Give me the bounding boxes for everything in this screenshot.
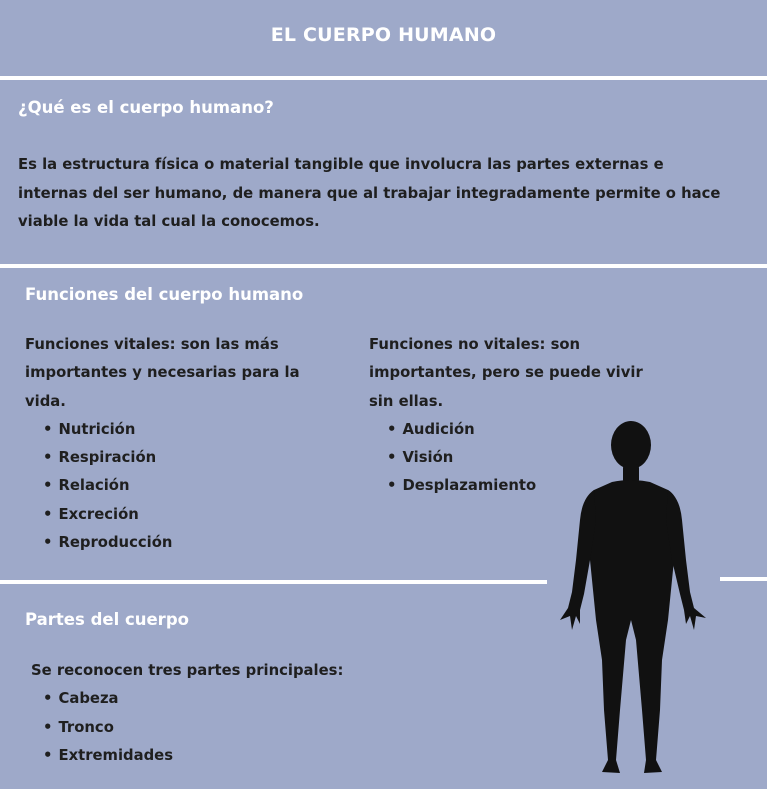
vital-functions-list <box>25 416 325 557</box>
list-item: • Nutrición <box>43 416 325 444</box>
list-item: • Excreción <box>43 501 325 529</box>
section-parts-heading: Partes del cuerpo <box>25 610 189 629</box>
list-item: • Visión <box>387 444 689 472</box>
text-line: viable la vida tal cual la conocemos. <box>18 213 320 230</box>
list-item: • Desplazamiento <box>387 472 689 500</box>
divider-bottom-left <box>0 580 547 584</box>
parts-column <box>31 657 371 770</box>
page-title: EL CUERPO HUMANO <box>270 24 497 46</box>
list-item: • Reproducción <box>43 529 325 557</box>
vital-line: vida. <box>25 392 66 410</box>
vital-line: importantes y necesarias para la <box>25 364 300 382</box>
list-item: • Tronco <box>43 714 371 742</box>
non-vital-line: Funciones no vitales: son <box>369 336 581 353</box>
vital-line: Funciones vitales: son las más <box>25 336 279 353</box>
list-item: • Respiración <box>43 444 325 472</box>
list-item: • Audición <box>387 416 689 444</box>
text-line: Es la estructura física o material tangible que involucra las partes externas e <box>18 156 664 173</box>
divider-bottom-right <box>720 577 767 581</box>
parts-list <box>31 685 371 770</box>
section-functions-heading: Funciones del cuerpo humano <box>25 285 304 304</box>
parts-intro: Se reconocen tres partes principales: <box>31 662 344 679</box>
section-what-text <box>18 151 720 237</box>
non-vital-line: importantes, pero se puede vivir <box>369 364 643 382</box>
divider-middle <box>0 264 767 268</box>
divider-top <box>0 76 767 80</box>
vital-functions-column <box>25 331 325 557</box>
list-item: • Relación <box>43 472 325 500</box>
non-vital-line: sin ellas. <box>369 392 444 410</box>
text-line: internas del ser humano, de manera que al trabajar integradamente permite o hace <box>18 184 721 202</box>
list-item: • Cabeza <box>43 685 371 713</box>
section-what-heading: ¿Qué es el cuerpo humano? <box>18 98 274 117</box>
list-item: • Extremidades <box>43 742 371 770</box>
human-silhouette-icon <box>550 420 710 780</box>
